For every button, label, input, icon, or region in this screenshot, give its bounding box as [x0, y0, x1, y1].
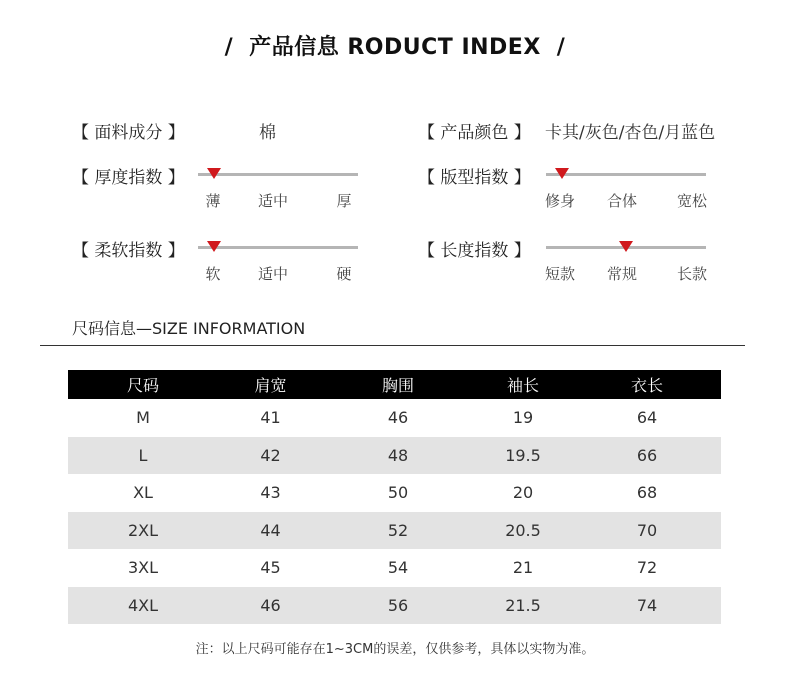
- header-shoulder: 肩宽: [218, 370, 323, 399]
- softness-label: 【 柔软指数 】: [72, 241, 185, 261]
- cell-shoulder: 43: [260, 483, 281, 503]
- softness-track: [198, 246, 358, 249]
- fit-tick-low: 修身: [544, 192, 575, 210]
- thickness-marker: [207, 168, 221, 179]
- cell-chest: 48: [323, 437, 473, 475]
- cell-sleeve: 19.5: [473, 437, 573, 475]
- thickness-track: [198, 173, 358, 176]
- section-divider: [40, 345, 745, 346]
- thickness-label: 【 厚度指数 】: [72, 168, 185, 188]
- thickness-scale: [198, 168, 358, 218]
- cell-length: 74: [573, 587, 721, 625]
- table-row: [68, 437, 721, 475]
- cell-size: 4XL: [68, 587, 218, 625]
- cell-shoulder: 45: [260, 558, 281, 578]
- cell-size: 2XL: [68, 512, 218, 550]
- size-table-header-row: [68, 370, 721, 399]
- size-section-title: 尺码信息—SIZE INFORMATION: [72, 319, 306, 338]
- table-row: [68, 474, 721, 512]
- cell-chest: 50: [387, 483, 409, 503]
- fit-track: [546, 173, 706, 176]
- cell-size: M: [136, 408, 150, 428]
- cell-size: 3XL: [127, 558, 159, 578]
- length-marker: [619, 241, 633, 252]
- cell-length: 72: [636, 558, 658, 578]
- fit-marker: [555, 168, 569, 179]
- fit-tick-mid: 合体: [606, 192, 637, 210]
- cell-size: L: [68, 437, 218, 475]
- header-sleeve: 袖长: [473, 370, 573, 399]
- softness-tick-mid: 适中: [257, 265, 288, 283]
- cell-sleeve: 20: [512, 483, 534, 503]
- color-value: 卡其/灰色/杏色/月蓝色: [545, 123, 716, 143]
- length-tick-mid: 常规: [606, 265, 637, 283]
- page-title: [0, 30, 790, 61]
- footer-note: 注：以上尺码可能存在1~3CM的误差，仅供参考，具体以实物为准。: [195, 642, 595, 657]
- cell-shoulder: 46: [218, 587, 323, 625]
- fit-tick-high: 宽松: [676, 192, 707, 210]
- length-scale: [546, 241, 706, 291]
- cell-sleeve: 19: [512, 408, 534, 428]
- cell-shoulder: 41: [260, 408, 281, 428]
- table-row: [68, 512, 721, 550]
- fabric-label: 【 面料成分 】: [72, 123, 185, 143]
- cell-length: 64: [636, 408, 658, 428]
- cell-length: 66: [573, 437, 721, 475]
- thickness-tick-low: 薄: [205, 192, 221, 210]
- table-row: [68, 399, 721, 437]
- color-label: 【 产品颜色 】: [418, 123, 531, 143]
- title-slash-right: /: [556, 35, 566, 60]
- length-tick-high: 长款: [676, 265, 707, 283]
- length-label: 【 长度指数 】: [418, 241, 531, 261]
- title-slash-left: /: [224, 35, 234, 60]
- header-size: 尺码: [68, 370, 218, 399]
- cell-chest: 46: [387, 408, 409, 428]
- header-chest: 胸围: [323, 370, 473, 399]
- cell-sleeve: 21: [512, 558, 534, 578]
- softness-scale: [198, 241, 358, 291]
- cell-sleeve: 21.5: [473, 587, 573, 625]
- cell-length: 70: [573, 512, 721, 550]
- cell-length: 68: [636, 483, 658, 503]
- cell-sleeve: 20.5: [473, 512, 573, 550]
- title-text: 产品信息 RODUCT INDEX: [249, 35, 541, 60]
- cell-chest: 56: [323, 587, 473, 625]
- cell-size: XL: [133, 483, 153, 503]
- fit-scale: [546, 168, 706, 218]
- table-row: [68, 587, 721, 625]
- softness-tick-high: 硬: [336, 265, 352, 283]
- length-tick-low: 短款: [544, 265, 575, 283]
- table-row: [68, 549, 721, 587]
- thickness-tick-mid: 适中: [257, 192, 288, 210]
- softness-tick-low: 软: [205, 265, 221, 283]
- header-length: 衣长: [573, 370, 721, 399]
- size-table: [68, 370, 721, 624]
- fabric-value: 棉: [259, 123, 276, 143]
- fit-label: 【 版型指数 】: [418, 168, 531, 188]
- cell-chest: 52: [323, 512, 473, 550]
- softness-marker: [207, 241, 221, 252]
- cell-chest: 54: [387, 558, 409, 578]
- thickness-tick-high: 厚: [336, 192, 352, 210]
- cell-shoulder: 44: [218, 512, 323, 550]
- cell-shoulder: 42: [218, 437, 323, 475]
